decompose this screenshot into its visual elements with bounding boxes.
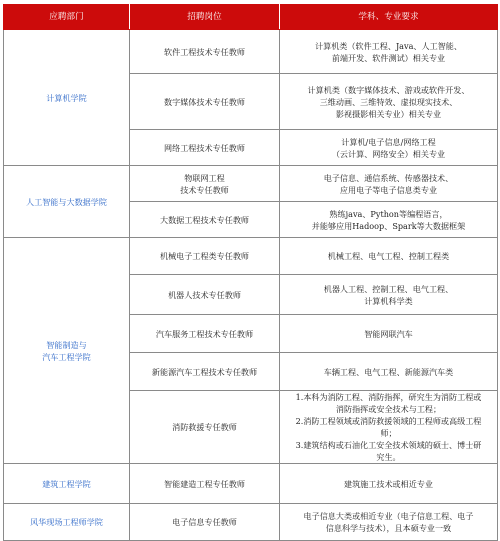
- header-position: 招聘岗位: [130, 5, 280, 30]
- position-cell: 新能源汽车工程技术专任教师: [130, 353, 280, 391]
- table-row: [4, 238, 498, 275]
- position-cell: 软件工程技术专任教师: [130, 30, 280, 74]
- position-cell: 数字媒体技术专任教师: [130, 74, 280, 130]
- position-cell: 汽车服务工程技术专任教师: [130, 315, 280, 353]
- table-row: [4, 30, 498, 74]
- header-requirements: 学科、专业要求: [280, 5, 498, 30]
- table-header-row: [4, 5, 498, 30]
- department-cell: 人工智能与大数据学院: [4, 166, 130, 238]
- requirement-cell: 智能网联汽车: [280, 315, 498, 353]
- requirement-cell: 车辆工程、电气工程、新能源汽车类: [280, 353, 498, 391]
- position-cell: 机器人技术专任教师: [130, 275, 280, 315]
- requirement-cell: 机械工程、电气工程、控制工程类: [280, 238, 498, 275]
- department-cell: 建筑工程学院: [4, 464, 130, 504]
- department-cell: 计算机学院: [4, 30, 130, 166]
- requirement-cell: 电子信息、通信系统、传感器技术、 应用电子等电子信息类专业: [280, 166, 498, 202]
- requirement-cell: 计算机类（软件工程、Java、人工智能、 前端开发、软件测试）相关专业: [280, 30, 498, 74]
- position-cell: 大数据工程技术专任教师: [130, 202, 280, 238]
- department-cell: 智能制造与 汽车工程学院: [4, 238, 130, 464]
- department-cell: 风华现场工程师学院: [4, 504, 130, 541]
- requirement-cell: 计算机/电子信息/网络工程 （云计算、网络安全）相关专业: [280, 130, 498, 166]
- table-row: [4, 464, 498, 504]
- position-cell: 消防救援专任教师: [130, 391, 280, 464]
- position-cell: 机械电子工程类专任教师: [130, 238, 280, 275]
- requirement-cell: 电子信息大类或相近专业（电子信息工程、电子 信息科学与技术），且本硕专业一致: [280, 504, 498, 541]
- position-cell: 物联网工程 技术专任教师: [130, 166, 280, 202]
- header-department: 应聘部门: [4, 5, 130, 30]
- recruitment-table: [3, 4, 498, 541]
- position-cell: 网络工程技术专任教师: [130, 130, 280, 166]
- requirement-cell: 熟练java、Python等编程语言， 并能够应用Hadoop、Spark等大数据框架: [280, 202, 498, 238]
- requirement-cell: 计算机类（数字媒体技术、游戏或软件开发、 三维动画、三维特效、虚拟现实技术、 影视摄影相关专业）相关专业: [280, 74, 498, 130]
- requirement-cell: 1.本科为消防工程、消防指挥，研究生为消防工程或 消防指挥或安全技术与工程； 2.消防工程领域或消防救援领域的工程师或高级工程 师； 3.建筑结构或石油化工安全技术领域的硕士、博士研 究生。: [280, 391, 498, 464]
- requirement-cell: 机器人工程、控制工程、电气工程、 计算机科学类: [280, 275, 498, 315]
- position-cell: 智能建造工程专任教师: [130, 464, 280, 504]
- position-cell: 电子信息专任教师: [130, 504, 280, 541]
- table-row: [4, 504, 498, 541]
- requirement-cell: 建筑施工技术或相近专业: [280, 464, 498, 504]
- table-row: [4, 166, 498, 202]
